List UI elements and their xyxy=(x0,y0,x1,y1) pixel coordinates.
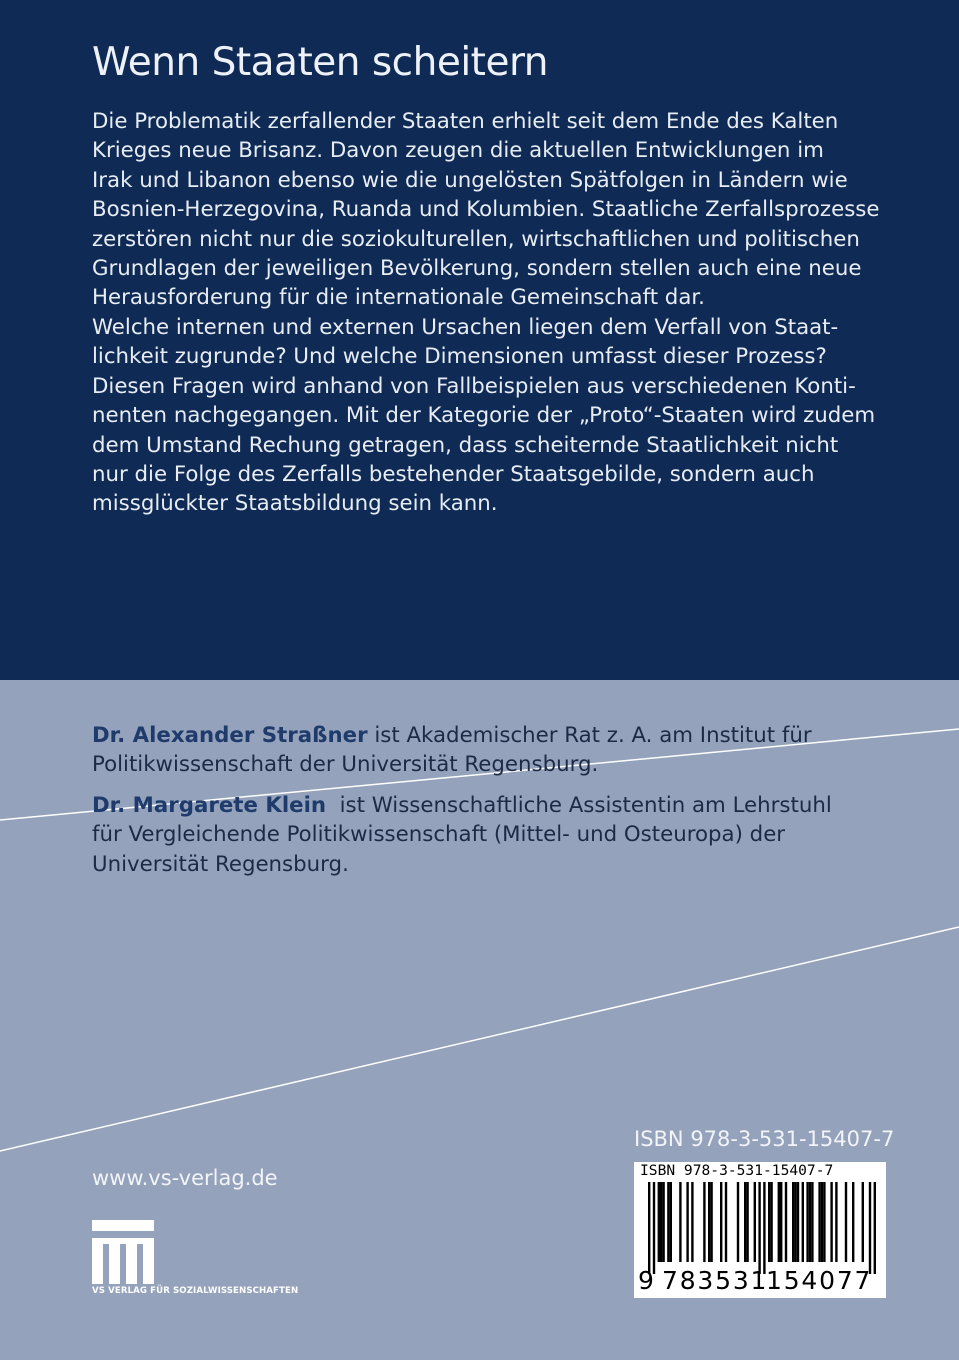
blurb-line: Grundlagen der jeweiligen Bevölkerung, sondern stellen auch eine neue xyxy=(92,256,862,282)
barcode-bar xyxy=(691,1182,693,1262)
barcode-bar xyxy=(725,1182,727,1262)
barcode-bar xyxy=(852,1182,854,1262)
author-bio-text: für Vergleichende Politikwissenschaft (Mittel- und Osteuropa) der xyxy=(92,822,786,848)
barcode-bar xyxy=(802,1182,804,1262)
barcode-bar xyxy=(746,1182,748,1262)
author-bio-text: Politikwissenschaft der Universität Regensburg. xyxy=(92,752,599,778)
blurb-line: nur die Folge des Zerfalls bestehender Staatsgebilde, sondern auch xyxy=(92,462,815,488)
barcode-bar xyxy=(744,1182,746,1262)
barcode-bar xyxy=(830,1182,832,1262)
barcode-bar xyxy=(660,1182,662,1262)
barcode-bar xyxy=(686,1182,688,1262)
barcode-bar xyxy=(811,1182,813,1262)
blurb-line: Irak und Libanon ebenso wie die ungelösten Spätfolgen in Ländern wie xyxy=(92,167,848,193)
author-bio-1 xyxy=(92,721,812,780)
barcode-bar xyxy=(797,1182,799,1262)
barcode-bar xyxy=(658,1182,660,1262)
barcode-bar xyxy=(862,1182,864,1262)
barcode-bar xyxy=(823,1182,825,1262)
barcode-bar xyxy=(648,1182,650,1274)
author-name: Dr. Alexander Straßner xyxy=(92,723,368,748)
barcode-bar xyxy=(667,1182,669,1262)
barcode-bar xyxy=(806,1182,808,1262)
blurb-line: Herausforderung für die internationale Gemeinschaft dar. xyxy=(92,285,705,311)
blurb-line: Welche internen und externen Ursachen liegen dem Verfall von Staat- xyxy=(92,315,839,340)
barcode-bar xyxy=(778,1182,780,1262)
author-bio-2 xyxy=(92,791,832,879)
barcode-isbn-text: ISBN 978-3-531-15407-7 xyxy=(640,1162,834,1179)
barcode-bar xyxy=(835,1182,837,1262)
barcode-digit-group-left: 783531 xyxy=(662,1266,769,1295)
barcode-bar xyxy=(758,1182,760,1274)
author-bio-text: Universität Regensburg. xyxy=(92,851,349,877)
barcode-bar xyxy=(662,1182,664,1262)
barcode-bar xyxy=(809,1182,811,1262)
diagonal-line-lower xyxy=(0,927,959,1151)
blurb-line: lichkeit zugrunde? Und welche Dimensionen umfasst dieser Prozess? xyxy=(92,344,827,370)
blurb-paragraph-1 xyxy=(92,107,880,313)
barcode-bar xyxy=(768,1182,770,1262)
blurb-line: nenten nachgegangen. Mit der Kategorie der „Proto“-Staaten wird zudem xyxy=(92,403,876,429)
barcode-bar xyxy=(653,1182,655,1274)
barcode-bar xyxy=(754,1182,756,1262)
blurb-line: Krieges neue Brisanz. Davon zeugen die aktuellen Entwicklungen im xyxy=(92,138,824,164)
barcode-bar xyxy=(708,1182,710,1262)
barcode-bar xyxy=(737,1182,739,1262)
barcode-bar xyxy=(785,1182,787,1262)
publisher-name: VS VERLAG FÜR SOZIALWISSENSCHAFTEN xyxy=(92,1286,299,1296)
barcode-bar xyxy=(869,1182,871,1274)
blurb-line: zerstören nicht nur die soziokulturellen, wirtschaftlichen und politischen xyxy=(92,226,860,252)
barcode-bar xyxy=(720,1182,722,1262)
barcode-bar xyxy=(763,1182,765,1274)
barcode-bar xyxy=(845,1182,847,1262)
blurb-paragraph-2 xyxy=(92,313,875,519)
blurb-line: dem Umstand Rechung getragen, dass scheiternde Staatlichkeit nicht xyxy=(92,432,839,458)
barcode-bar xyxy=(770,1182,772,1262)
blurb-line: Bosnien-Herzegovina, Ruanda und Kolumbien. Staatliche Zerfallsprozesse xyxy=(92,197,880,223)
barcode xyxy=(634,1162,886,1298)
barcode-bar xyxy=(703,1182,705,1262)
barcode-digit-group-right: 154077 xyxy=(766,1266,873,1295)
barcode-bar xyxy=(670,1182,672,1262)
blurb-line: missglückter Staatsbildung sein kann. xyxy=(92,491,498,517)
author-name: Dr. Margarete Klein xyxy=(92,793,327,818)
barcode-bar xyxy=(818,1182,820,1262)
barcode-bar xyxy=(821,1182,823,1262)
book-title: Wenn Staaten scheitern xyxy=(92,40,549,85)
barcode-bar xyxy=(874,1182,876,1274)
barcode-bar xyxy=(792,1182,794,1262)
publisher-website: www.vs-verlag.de xyxy=(92,1166,278,1190)
blurb-line: Diesen Fragen wird anhand von Fallbeispielen aus verschiedenen Konti- xyxy=(92,373,856,399)
barcode-lead-digit: 9 xyxy=(638,1266,654,1295)
barcode-bar xyxy=(794,1182,796,1262)
blurb-line: Die Problematik zerfallender Staaten erhielt seit dem Ende des Kalten xyxy=(92,109,839,134)
barcode-bar xyxy=(780,1182,782,1262)
author-bio-text: ist Wissenschaftliche Assistentin am Lehrstuhl xyxy=(326,793,832,818)
barcode-bar xyxy=(710,1182,712,1262)
isbn-label: ISBN 978-3-531-15407-7 xyxy=(634,1127,895,1151)
publisher-logo-icon xyxy=(92,1220,154,1284)
barcode-bar xyxy=(679,1182,681,1262)
author-bio-text: ist Akademischer Rat z. A. am Institut für xyxy=(367,723,812,748)
